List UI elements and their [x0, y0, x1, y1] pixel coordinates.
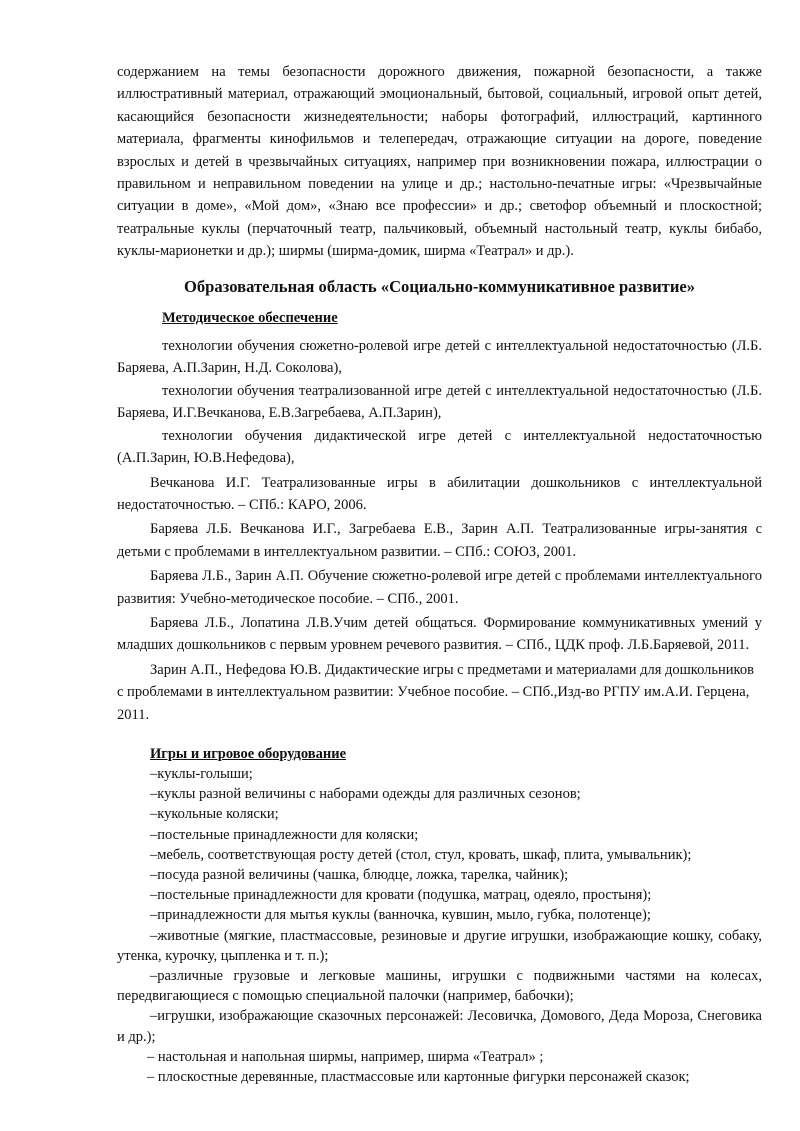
equipment-item: – настольная и напольная ширмы, например, ширма «Театрал» ; — [147, 1048, 544, 1065]
equipment-item: –кукольные коляски; — [150, 806, 279, 823]
methods-heading: Методическое обеспечение — [162, 309, 338, 326]
reference-item: Зарин А.П., Нефедова Ю.В. Дидактические игры с предметами и материалами для дошкольников с проблемами в интеллектуальном развитии: Учебное пособие. – СПб.,Изд-во РГПУ им.А.И. Герцена, 2011. — [117, 661, 754, 723]
reference-item: Баряева Л.Б. Вечканова И.Г., Загребаева Е.В., Зарин А.П. Театрализованные игры-занятия с детьми с проблемами в интеллектуальном развитии. – СПб.: СОЮЗ, 2001. — [117, 521, 762, 560]
document-page — [117, 61, 762, 1087]
reference-item: Баряева Л.Б., Лопатина Л.В.Учим детей общаться. Формирование коммуникативных умений у младших дошкольников с первым уровнем речевого развития. – СПб., ЦДК проф. Л.Б.Баряевой, 2011. — [117, 614, 762, 654]
reference-item: Вечканова И.Г. Театрализованные игры в абилитации дошкольников с интеллектуальной недостаточностью. – СПб.: КАРО, 2006. — [117, 474, 762, 513]
equipment-item: –постельные принадлежности для кровати (подушка, матрац, одеяло, простыня); — [150, 887, 652, 904]
equipment-item: –игрушки, изображающие сказочных персонажей: Лесовичка, Домового, Деда Мороза, Снеговика и др.); — [117, 1008, 762, 1045]
equipment-item: –животные (мягкие, пластмассовые, резиновые и другие игрушки, изображающие кошку, собаку, утенка, курочку, цыпленка и т. п.); — [117, 927, 762, 964]
equipment-item: – плоскостные деревянные, пластмассовые или картонные фигурки персонажей сказок; — [147, 1069, 690, 1086]
tech-item: технологии обучения сюжетно-ролевой игре детей с интеллектуальной недостаточностью (Л.Б. Баряева, А.П.Зарин, Н.Д. Соколова), — [117, 338, 762, 377]
games-heading: Игры и игровое оборудование — [150, 745, 347, 762]
equipment-item: –постельные принадлежности для коляски; — [150, 826, 419, 843]
equipment-item: –куклы-голыши; — [150, 765, 253, 782]
equipment-item: –мебель, соответствующая росту детей (стол, стул, кровать, шкаф, плита, умывальник); — [150, 846, 692, 863]
section-title: Образовательная область «Социально-коммуникативное развитие» — [183, 276, 696, 296]
equipment-item: –куклы разной величины с наборами одежды для различных сезонов; — [150, 786, 581, 803]
tech-item: технологии обучения театрализованной игре детей с интеллектуальной недостаточностью (Л.Б. Баряева, И.Г.Вечканова, Е.В.Загребаева, А.П.Зарин), — [117, 382, 762, 422]
tech-item: технологии обучения дидактической игре детей с интеллектуальной недостаточностью (А.П.Зарин, Ю.В.Нефедова), — [117, 427, 762, 467]
equipment-item: –посуда разной величины (чашка, блюдце, ложка, тарелка, чайник); — [150, 866, 569, 883]
intro-paragraph: содержанием на темы безопасности дорожного движения, пожарной безопасности, а также иллюстративный материал, отражающий эмоциональный, бытовой, социальный, игровой опыт детей, касающийся безопасности жизнедеятельности; наборы фотографий, иллюстраций, картинного материала, фрагменты кинофильмов и телепередач, отражающие ситуации на дороге, поведение взрослых и детей в чрезвычайных ситуациях, например при возникновении пожара, иллюстрации о правильном и неправильном поведении на улице и др.; настольно-печатные игры: «Чрезвычайные ситуации в доме», «Мой дом», «Знаю все профессии» и др.; светофор объемный и плоскостной; театральные куклы (перчаточный театр, пальчиковый, объемный настольный театр, куклы бибабо, куклы-марионетки и др.); ширмы (ширма-домик, ширма «Театрал» и др.). — [117, 64, 762, 260]
equipment-item: –различные грузовые и легковые машины, игрушки с подвижными частями на колесах, передвигающиеся с помощью специальной палочки (например, бабочки); — [117, 968, 762, 1005]
equipment-item: –принадлежности для мытья куклы (ванночка, кувшин, мыло, губка, полотенце); — [150, 907, 651, 924]
reference-item: Баряева Л.Б., Зарин А.П. Обучение сюжетно-ролевой игре детей с проблемами интеллектуального развития: Учебно-методическое пособие. – СПб., 2001. — [117, 568, 762, 607]
